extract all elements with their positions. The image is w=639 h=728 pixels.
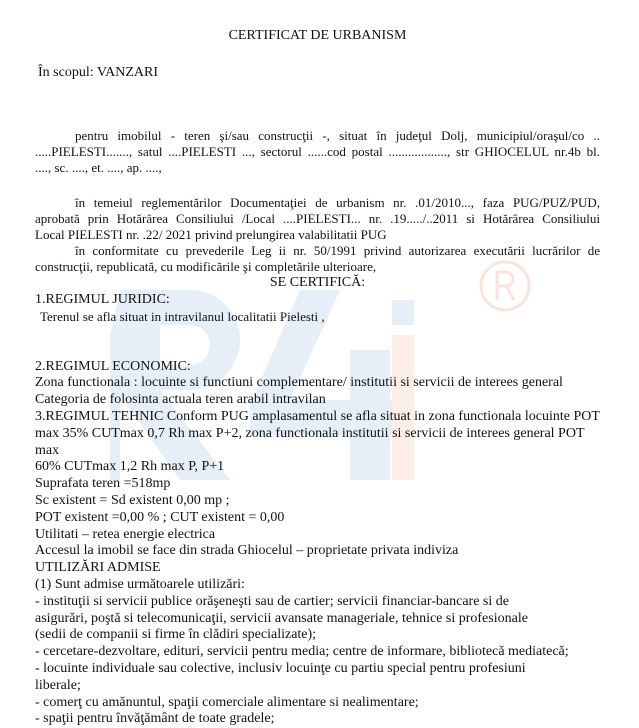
body-line: Categoria de folosinta actuala teren arabil intravilan (35, 392, 326, 408)
document-title: CERTIFICAT DE URBANISM (228, 28, 407, 43)
juridic-text: Terenul se afla situat in intravilanul localitatii Pielesti , (40, 308, 325, 324)
address-line: pentru imobilul - teren şi/sau construcţii -, situat în judeţul Dolj, municipiul/oraşul/co .. (75, 128, 600, 143)
juridic-heading: 1.REGIMUL JURIDIC: (35, 291, 170, 307)
body-line: liberale; (35, 677, 81, 693)
body-line: - spaţii pentru învăţământ de toate gradele; (35, 711, 275, 727)
body-line: Accesul la imobil se face din strada Ghiocelul – proprietate privata indiviza (35, 543, 459, 559)
scope-line: În scopul: VANZARI (38, 65, 159, 80)
body-line: - instituţii si servicii publice orăşeneşti sau de cartier; servicii financiar-bancare si de (35, 593, 509, 609)
body-line: - comerţ cu amănuntul, spaţii comerciale alimentare si nealimentare; (35, 694, 419, 710)
body-line: - locuinte individuale sau colective, inclusiv locuinţe cu partiu special pentru profesiuni (35, 660, 526, 676)
basis-line: în conformitate cu prevederile Leg ii nr. 50/1991 privind autorizarea executării lucrărilor de (75, 243, 600, 258)
body-line: max 35% CUTmax 0,7 Rh max P+2, zona functionala institutii si servicii de interees general POT max (35, 425, 585, 458)
basis-line: în temeiul reglementărilor Documentaţiei de urbanism nr. .01/2010..., faza PUG/PUZ/PUD, (75, 195, 600, 210)
body-line: (1) Sunt admise următoarele utilizări: (35, 576, 245, 592)
basis-line: Local PIELESTI nr. .22/ 2021 privind prelungirea valabilitatii PUG (35, 227, 387, 242)
body-line: Utilitati – retea energie electrica (35, 526, 216, 542)
body-line: Sc existent = Sd existent 0,00 mp ; (35, 492, 230, 508)
body-line: 2.REGIMUL ECONOMIC: (35, 358, 191, 374)
address-line: ...., sc. ...., et. ...., ap. ...., (35, 160, 162, 175)
address-line: .....PIELESTI......., satul ....PIELESTI ..., sectorul ......cod postal .................., str GHIOCELUL nr.4b bl. (35, 144, 600, 159)
body-line: Suprafata teren =518mp (35, 476, 171, 492)
certifies-heading: SE CERTIFICĂ: (269, 275, 366, 290)
body-line: 3.REGIMUL TEHNIC Conform PUG amplasamentul se afla situat in zona functionala locuinte POT (35, 408, 600, 424)
body-line: asigurări, poştă si telecomunicaţii, servicii avansate manageriale, tehnice si profesionale (35, 610, 528, 626)
body-line: Zona functionala : locuinte si functiuni complementare/ institutii si servicii de interees general (35, 375, 563, 391)
regime-section (35, 359, 600, 728)
body-line: 60% CUTmax 1,2 Rh max P, P+1 (35, 459, 225, 475)
body-line: POT existent =0,00 % ; CUT existent = 0,00 (35, 509, 285, 525)
basis-line: aprobată prin Hotărârea Consiliului /Local ....PIELESTI... nr. .19...../..2011 si Hotărârea Consiliului (35, 211, 600, 226)
body-line: (sedii de companii si firme în clădiri specializate); (35, 627, 317, 643)
body-line: UTILIZĂRI ADMISE (35, 560, 161, 576)
body-line: - cercetare-dezvoltare, edituri, servicii pentru media; centre de informare, bibliotecă mediatecă; (35, 644, 569, 660)
basis-line: construcţii, republicată, cu modificările şi completările ulterioare, (35, 259, 377, 274)
